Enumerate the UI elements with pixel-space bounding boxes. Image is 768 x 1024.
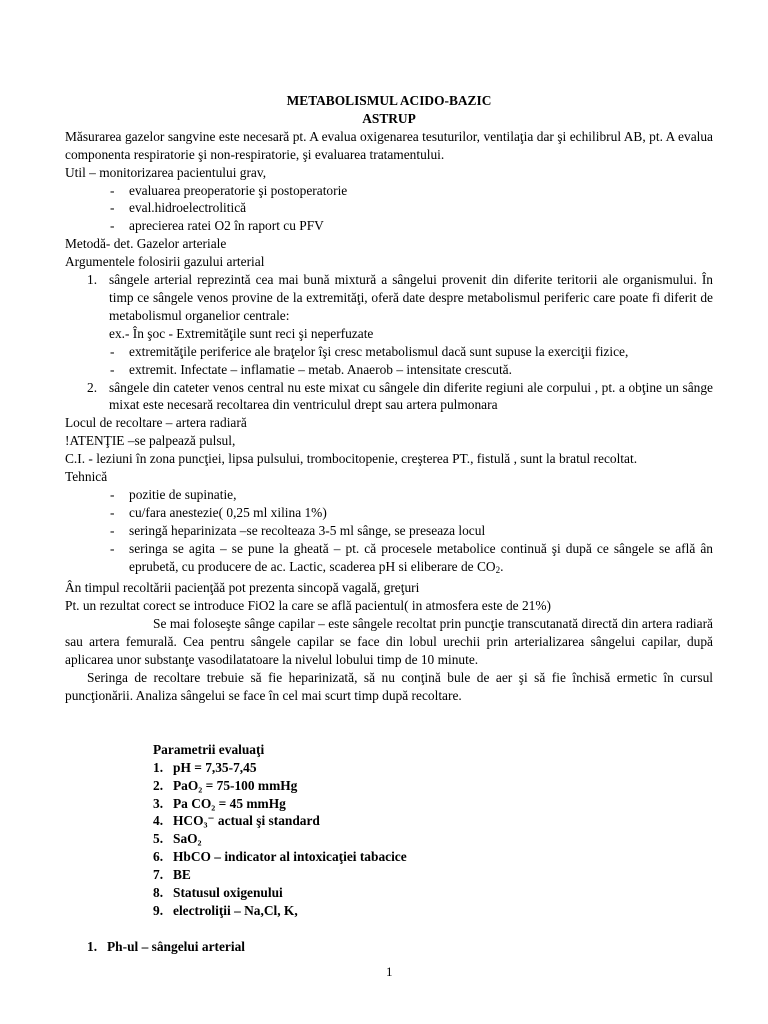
document-body xyxy=(65,92,713,956)
util-item: - aprecierea ratei O2 în raport cu PFV xyxy=(65,217,713,235)
arguments-heading: Argumentele folosirii gazului arterial xyxy=(65,254,265,270)
util-heading: Util – monitorizarea pacientului grav, xyxy=(65,164,267,180)
util-item: - evaluarea preoperatorie şi postoperatorie xyxy=(65,182,713,200)
parameters-list xyxy=(153,759,713,920)
technique-heading: Tehnică xyxy=(65,469,108,485)
technique-item: - pozitie de supinatie, xyxy=(65,486,713,504)
parameter-item: 9. electroliţii – Na,Cl, K, xyxy=(153,902,298,918)
capillary-paragraph: Se mai foloseşte sânge capilar – este sângele recoltat prin puncţie transcutanată directă din artera radiară sau artera femurală. Cea pentru sângele capilar se face din lobul urechii prin arterializarea sângelui capilar, după aplicarea unor substanţe vasodilatatoare la nivelul lobului timp de 10 minute. xyxy=(65,616,713,668)
argument-item: 2. sângele din cateter venos central nu este mixat cu sângele din diferite regiuni ale corpului , pt. a obţine un sânge mixat este necesară recoltarea din ventriculul drept sau artera pulmonara xyxy=(87,379,713,413)
during-sampling: Ân timpul recoltării pacienţăă pot prezenta sincopă vagală, greţuri xyxy=(65,580,420,596)
parameter-item: 4. HCO₃⁻ actual şi standard xyxy=(153,813,320,829)
parameters-block xyxy=(65,741,713,920)
parameter-item: 5. SaO₂ xyxy=(153,831,202,847)
sampling-site: Locul de recoltare – artera radiară xyxy=(65,415,247,431)
parameter-item: 6. HbCO – indicator al intoxicaţiei tabacice xyxy=(153,849,407,865)
argument-item: 1. sângele arterial reprezintă cea mai bună mixtură a sângelui provenit din diferite teritorii ale organismului. În timp ce sângele venos provine de la extremităţi, oferă date despre metabolismul periferic care poate fi diferit de metabolismul organelior centrale: xyxy=(87,272,713,323)
intro-paragraph: Măsurarea gazelor sangvine este necesară pt. A evalua oxigenarea tesuturilor, ventilaţia dar şi echilibrul AB, pt. A evalua componenta respiratorie şi non-respiratorie, şi evaluarea tratamentului. xyxy=(65,128,713,162)
parameter-item: 3. Pa CO₂ = 45 mmHg xyxy=(153,795,286,811)
section-heading: 1. Ph-ul – sângelui arterial xyxy=(87,938,245,954)
contraindications: C.I. - leziuni în zona puncţiei, lipsa pulsului, trombocitopenie, creşterea PT., fistulă , sunt la bratul recoltat. xyxy=(65,451,638,467)
argument-sub-item: - extremit. Infectate – inflamatie – metab. Anaerob – intensitate crescută. xyxy=(65,361,713,379)
document-title: METABOLISMUL ACIDO-BAZIC xyxy=(286,93,492,108)
attention-note: !ATENŢIE –se palpează pulsul, xyxy=(65,433,236,449)
parameters-heading: Parametrii evaluaţi xyxy=(153,741,265,757)
argument-sub-item: - extremităţile periferice ale braţelor îşi cresc metabolismul dacă sunt supuse la exerciţii fizice, xyxy=(65,343,713,361)
method-line: Metodă- det. Gazelor arteriale xyxy=(65,236,227,252)
parameter-item: 1. pH = 7,35-7,45 xyxy=(153,759,257,775)
technique-item: - seringă heparinizata –se recolteaza 3-5 ml sânge, se preseaza locul xyxy=(65,522,713,540)
parameter-item: 7. BE xyxy=(153,867,191,883)
parameter-item: 2. PaO₂ = 75-100 mmHg xyxy=(153,777,298,793)
fio2-note: Pt. un rezultat corect se introduce FiO2 la care se află pacientul( in atmosfera este de 21%) xyxy=(65,598,551,614)
util-item: - eval.hidroelectrolitică xyxy=(65,199,713,217)
parameter-item: 8. Statusul oxigenului xyxy=(153,885,283,901)
syringe-paragraph: Seringa de recoltare trebuie să fie heparinizată, să nu conţină bule de aer şi să fie închisă ermetic în cursul puncţionării. Analiza sângelui se face în cel mai scurt timp după recoltare. xyxy=(65,670,713,703)
argument-example: ex.- În şoc - Extremităţile sunt reci şi neperfuzate xyxy=(109,325,374,341)
technique-item: - cu/fara anestezie( 0,25 ml xilina 1%) xyxy=(65,504,713,522)
technique-item: - seringa se agita – se pune la gheată – pt. că procesele metabolice continuă şi după ce sângele se află ân eprubetă, cu producere de ac. Lactic, scaderea pH si eliberare de CO2. xyxy=(65,540,713,580)
page-number: 1 xyxy=(386,964,393,979)
document-subtitle: ASTRUP xyxy=(362,110,416,126)
